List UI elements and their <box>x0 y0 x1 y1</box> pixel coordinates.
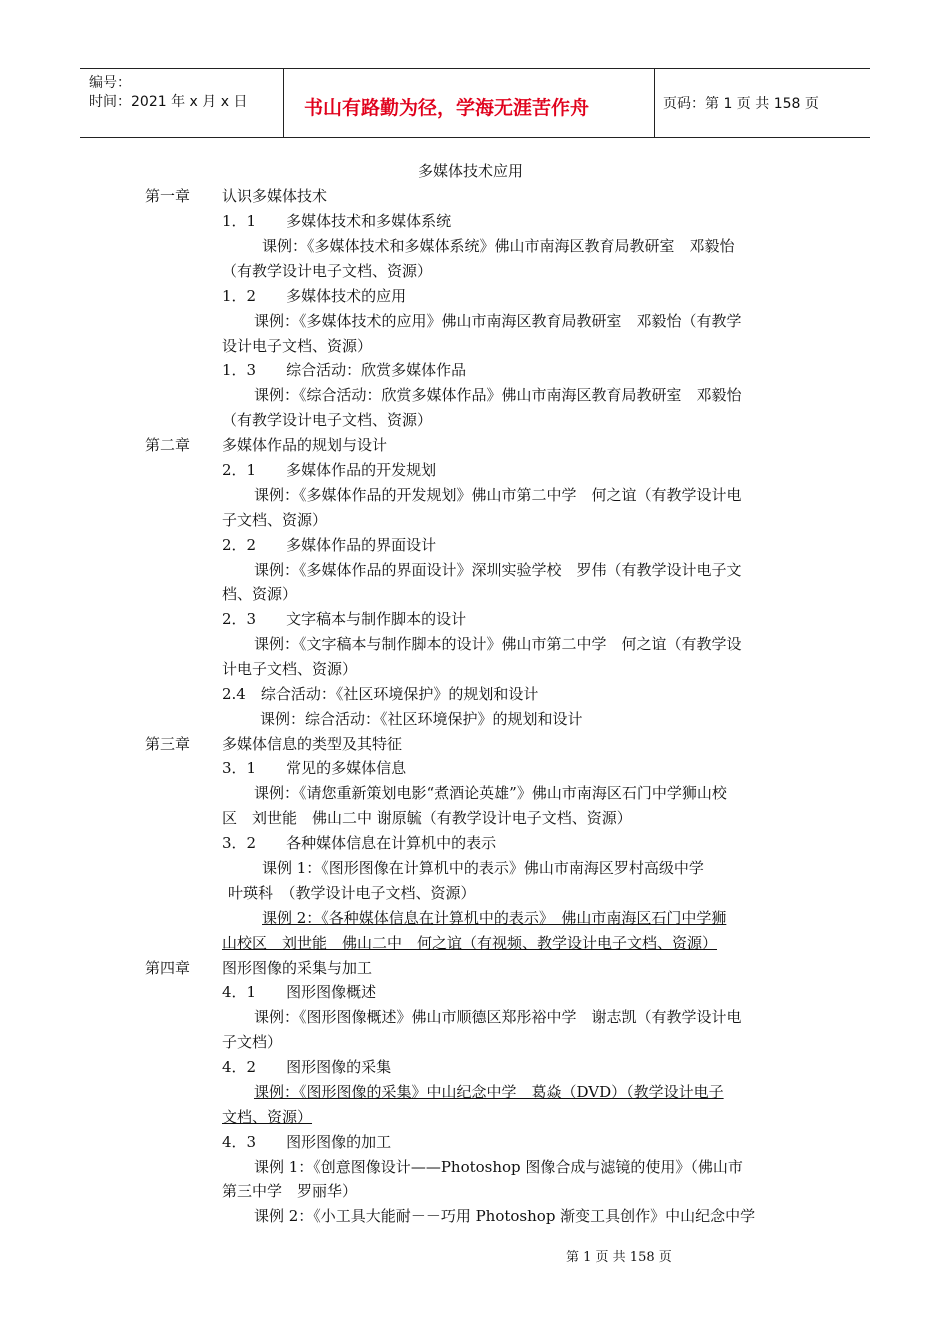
lesson-line: 设计电子文档、资源） <box>222 337 373 355</box>
lesson-line: 课例：《多媒体技术和多媒体系统》佛山市南海区教育局教研室 邓毅怡 <box>262 237 735 255</box>
lesson-line: 课例 1：《创意图像设计——Photoshop 图像合成与滤镜的使用》（佛山市 <box>254 1158 743 1176</box>
page-footer: 第 1 页 共 158 页 <box>566 1250 672 1265</box>
lesson-line: 课例：《请您重新策划电影“煮酒论英雄”》佛山市南海区石门中学狮山校 <box>254 784 727 802</box>
lesson-line-underlined: 课例：《图形图像的采集》中山纪念中学 葛焱（DVD）（教学设计电子 <box>254 1083 724 1101</box>
chapter-number: 第二章 <box>145 436 191 454</box>
section-heading: 2．2 多媒体作品的界面设计 <box>222 536 437 554</box>
section-heading: 4．2 图形图像的采集 <box>222 1058 392 1076</box>
time-label: 时间：2021 年 x 月 x 日 <box>89 94 248 110</box>
section-heading: 2.4 综合活动：《社区环境保护》的规划和设计 <box>222 685 539 703</box>
lesson-line: 课例：《多媒体作品的界面设计》深圳实验学校 罗伟（有教学设计电子文 <box>254 561 742 579</box>
lesson-line: 计电子文档、资源） <box>222 660 358 678</box>
lesson-line: 课例：综合活动：《社区环境保护》的规划和设计 <box>260 710 583 728</box>
chapter-title: 多媒体作品的规划与设计 <box>222 436 388 454</box>
chapter-title: 认识多媒体技术 <box>222 187 328 205</box>
header-motto-cell <box>283 69 655 137</box>
lesson-line: 子文档、资源） <box>222 511 328 529</box>
lesson-line-underlined: 文档、资源） <box>222 1108 313 1126</box>
section-heading: 4．1 图形图像概述 <box>222 983 377 1001</box>
lesson-line: 课例：《文字稿本与制作脚本的设计》佛山市第二中学 何之谊（有教学设 <box>254 635 742 653</box>
lesson-line: 区 刘世能 佛山二中 谢原毓（有教学设计电子文档、资源） <box>222 809 632 827</box>
header-meta <box>80 69 283 137</box>
lesson-line: 档、资源） <box>222 585 298 603</box>
section-heading: 4．3 图形图像的加工 <box>222 1133 392 1151</box>
section-heading: 1．2 多媒体技术的应用 <box>222 287 407 305</box>
chapter-number: 第一章 <box>145 187 191 205</box>
lesson-line: 课例 1：《图形图像在计算机中的表示》佛山市南海区罗村高级中学 <box>262 859 704 877</box>
section-heading: 3．2 各种媒体信息在计算机中的表示 <box>222 834 497 852</box>
number-label: 编号： <box>89 75 131 91</box>
chapter-number: 第三章 <box>145 735 191 753</box>
lesson-line-underlined: 山校区 刘世能 佛山二中 何之谊（有视频、教学设计电子文档、资源） <box>222 934 718 952</box>
chapter-title: 图形图像的采集与加工 <box>222 959 373 977</box>
chapter-number: 第四章 <box>145 959 191 977</box>
lesson-line: 课例：《图形图像概述》佛山市顺德区郑彤裕中学 谢志凯（有教学设计电 <box>254 1008 742 1026</box>
lesson-line: 子文档） <box>222 1033 283 1051</box>
chapter-title: 多媒体信息的类型及其特征 <box>222 735 403 753</box>
page-header <box>80 68 870 138</box>
motto: 书山有路勤为径，学海无涯苦作舟 <box>304 97 590 119</box>
lesson-line: 第三中学 罗丽华） <box>222 1182 358 1200</box>
lesson-line: 课例：《多媒体作品的开发规划》佛山市第二中学 何之谊（有教学设计电 <box>254 486 742 504</box>
lesson-line: 课例 2：《小工具大能耐－－巧用 Photoshop 渐变工具创作》中山纪念中学 <box>254 1207 756 1225</box>
lesson-line: 课例：《综合活动：欣赏多媒体作品》佛山市南海区教育局教研室 邓毅怡 <box>254 386 742 404</box>
lesson-line: 课例：《多媒体技术的应用》佛山市南海区教育局教研室 邓毅怡（有教学 <box>254 312 742 330</box>
section-heading: 1．3 综合活动：欣赏多媒体作品 <box>222 361 467 379</box>
lesson-line: 叶瑛科 （教学设计电子文档、资源） <box>228 884 476 902</box>
section-heading: 3．1 常见的多媒体信息 <box>222 759 407 777</box>
page-info: 页码：第 1 页 共 158 页 <box>663 96 819 112</box>
lesson-line-underlined: 课例 2：《各种媒体信息在计算机中的表示》 佛山市南海区石门中学狮 <box>262 909 727 927</box>
doc-title: 多媒体技术应用 <box>418 162 524 180</box>
section-heading: 2．3 文字稿本与制作脚本的设计 <box>222 610 467 628</box>
lesson-line: （有教学设计电子文档、资源） <box>222 411 433 429</box>
lesson-line: （有教学设计电子文档、资源） <box>222 262 433 280</box>
section-heading: 1．1 多媒体技术和多媒体系统 <box>222 212 452 230</box>
section-heading: 2．1 多媒体作品的开发规划 <box>222 461 437 479</box>
